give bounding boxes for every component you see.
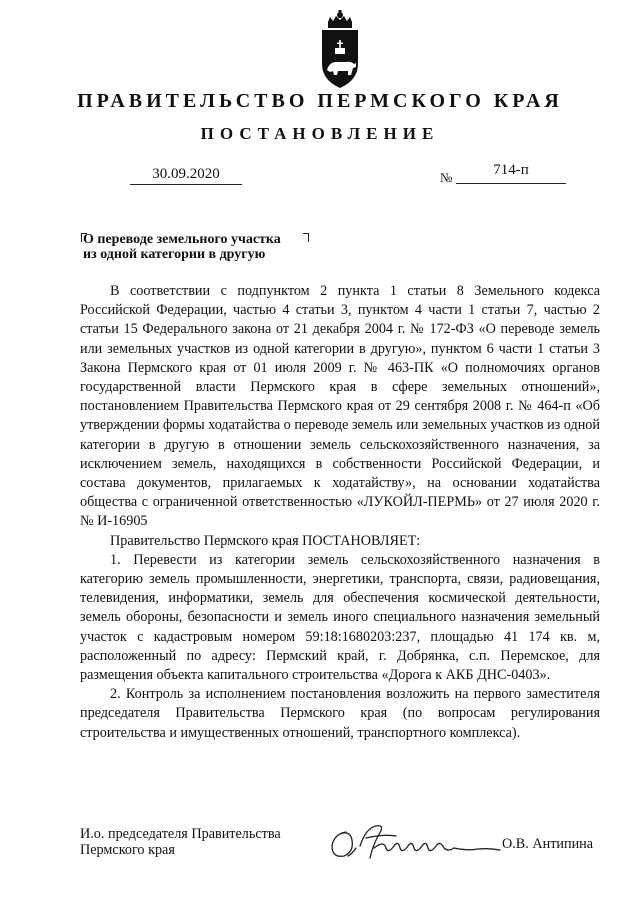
number-label: №: [440, 170, 453, 185]
organization-title: ПРАВИТЕЛЬСТВО ПЕРМСКОГО КРАЯ: [77, 90, 563, 112]
preamble-paragraph: В соответствии с подпунктом 2 пункта 1 статьи 8 Земельного кодекса Российской Федерации, частью 4 статьи 3, пунктом 4 части 1 статьи 7, частью 2 статьи 15 Федерального закона от 21 декабря 2004 г. № 172-ФЗ «О переводе земель или земельных участков из одной категории в другую», пунктом 6 части 1 статьи 3 Закона Пермского края от 01 июля 2009 г. № 463-ПК «О полномочиях органов государственной власти Пермского края в сфере земельных отношений», постановлением Правительства Пермского края от 29 сентября 2008 г. № 464-п «Об утверждении формы ходатайства о переводе земель или земельных участков из одной категории в другую в отношении земель сельскохозяйственного назначения, за исключением земель, находящихся в собственности Российской Федерации, и состава документов, прилагаемых к ходатайству», на основании ходатайства общества с ограниченной ответственностью «ЛУКОЙЛ-ПЕРМЬ» от 27 июля 2020 г. № И-16905: [80, 283, 600, 530]
date-underline: [130, 184, 242, 185]
signer-position-line-2: Пермского края: [80, 842, 175, 858]
signer-position-line-1: И.о. председателя Правительства: [80, 826, 281, 842]
document-body: [80, 282, 600, 743]
item-1-paragraph: 1. Перевести из категории земель сельскохозяйственного назначения в категорию земель промышленности, энергетики, транспорта, связи, радиовещания, телевидения, информатики, земель для обеспечения космической деятельности, земель обороны, безопасности и земель иного специального назначения земельный участок с кадастровым номером 59:18:1680203:237, площадью 41 174 кв. м, расположенный по адресу: Пермский край, г. Добрянка, с.п. Перемское, для размещения объекта капитального строительства «Дорога к АКБ ДНС-0403».: [80, 551, 600, 684]
document-subject: [83, 232, 281, 262]
subject-line-2: из одной категории в другую: [83, 247, 266, 262]
subject-line-1: О переводе земельного участка: [83, 232, 281, 247]
item-2-paragraph: 2. Контроль за исполнением постановления возложить на первого заместителя председателя Правительства Пермского края (по вопросам регулирования строительства и имущественных отношений, транспортного комплекса).: [80, 686, 600, 741]
document-type-title: ПОСТАНОВЛЕНИЕ: [200, 124, 440, 143]
document-date: 30.09.2020: [152, 166, 220, 182]
handwritten-signature: [326, 818, 508, 862]
resolves-paragraph: Правительство Пермского края ПОСТАНОВЛЯЕТ:: [110, 532, 421, 549]
subject-bracket-right: [303, 233, 309, 242]
number-underline: [456, 183, 566, 184]
document-number: 714-п: [493, 162, 529, 178]
coat-of-arms-icon: [302, 8, 378, 98]
signer-name: О.В. Антипина: [502, 836, 594, 852]
signer-position: [80, 826, 281, 858]
